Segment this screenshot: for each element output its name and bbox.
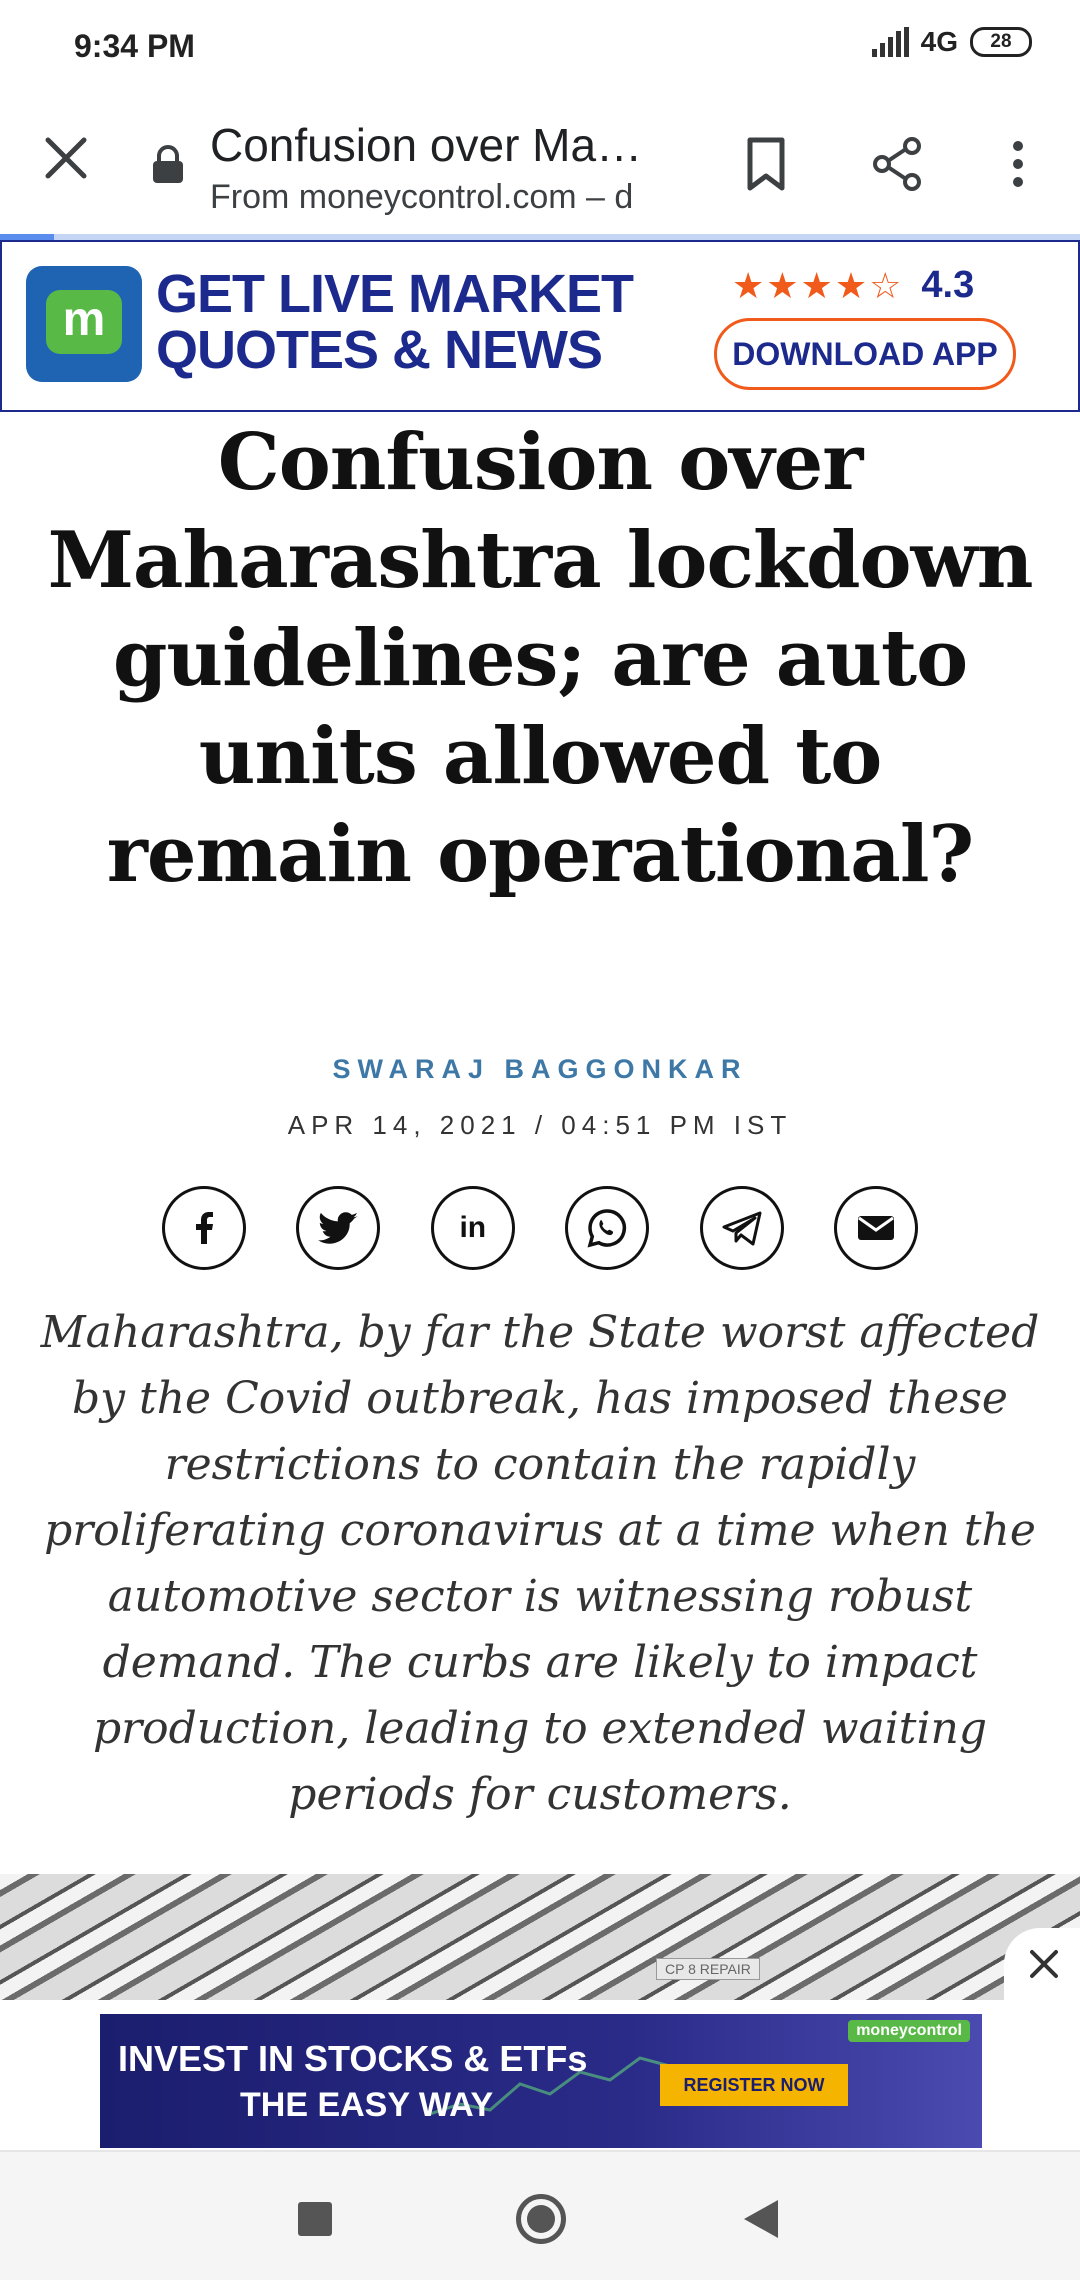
image-sign-text: CP 8 REPAIR bbox=[656, 1958, 760, 1980]
lock-icon bbox=[150, 144, 186, 184]
top-banner-ad[interactable] bbox=[0, 240, 1080, 412]
ad-line2: THE EASY WAY bbox=[240, 2086, 494, 2124]
twitter-icon[interactable] bbox=[296, 1186, 380, 1270]
back-icon[interactable] bbox=[744, 2200, 778, 2238]
telegram-icon[interactable] bbox=[700, 1186, 784, 1270]
more-options-icon[interactable] bbox=[1000, 134, 1036, 194]
register-now-button[interactable]: REGISTER NOW bbox=[660, 2064, 848, 2106]
browser-toolbar bbox=[0, 90, 1080, 238]
article-headline: Confusion over Maharashtra lockdown guidelines; are auto units allowed to remain operational? bbox=[47, 417, 1033, 900]
article-summary: Maharashtra, by far the State worst affected by the Covid outbreak, has imposed these restrictions to contain the rapidly proliferating coronavirus at a time when the automotive sector is witnessing robust demand. The curbs are likely to impact production, leading to extended waiting periods for customers. bbox=[40, 1307, 1040, 1820]
ad-brand-logo: moneycontrol bbox=[848, 2020, 970, 2042]
download-app-button[interactable]: DOWNLOAD APP bbox=[714, 318, 1016, 390]
bottom-banner-ad[interactable] bbox=[100, 2014, 982, 2148]
publish-date: APR 14, 2021 / 04:51 PM IST bbox=[287, 1110, 793, 1140]
star-rating-icon: ★★★★☆ bbox=[732, 264, 904, 306]
app-rating bbox=[732, 264, 974, 307]
network-type: 4G bbox=[920, 26, 958, 57]
signal-icon bbox=[872, 27, 909, 57]
share-icon[interactable] bbox=[868, 134, 928, 194]
share-buttons bbox=[162, 1186, 918, 1270]
status-time: 9:34 PM bbox=[74, 28, 195, 64]
status-bar bbox=[0, 0, 1080, 90]
system-nav-bar bbox=[0, 2150, 1080, 2280]
moneycontrol-logo: m bbox=[26, 266, 142, 382]
email-icon[interactable] bbox=[834, 1186, 918, 1270]
facebook-icon[interactable] bbox=[162, 1186, 246, 1270]
page-title: Confusion over Ma… bbox=[210, 119, 643, 171]
author-name[interactable]: SWARAJ BAGGONKAR bbox=[332, 1054, 748, 1084]
rating-value: 4.3 bbox=[921, 264, 975, 306]
battery-icon: 28 bbox=[970, 27, 1032, 57]
home-icon[interactable] bbox=[516, 2194, 566, 2244]
close-ad-icon[interactable] bbox=[1004, 1928, 1080, 2000]
recents-icon[interactable] bbox=[298, 2202, 332, 2236]
close-icon[interactable] bbox=[38, 130, 94, 186]
ad-line1: INVEST IN STOCKS & ETFs bbox=[118, 2038, 588, 2079]
article-image bbox=[0, 1874, 1080, 2000]
status-indicators bbox=[872, 26, 1032, 58]
linkedin-icon[interactable]: in bbox=[431, 1186, 515, 1270]
ad-headline: GET LIVE MARKET QUOTES & NEWS bbox=[156, 264, 634, 380]
page-url: From moneycontrol.com – d bbox=[210, 178, 634, 216]
bookmark-icon[interactable] bbox=[738, 134, 794, 194]
whatsapp-icon[interactable] bbox=[565, 1186, 649, 1270]
